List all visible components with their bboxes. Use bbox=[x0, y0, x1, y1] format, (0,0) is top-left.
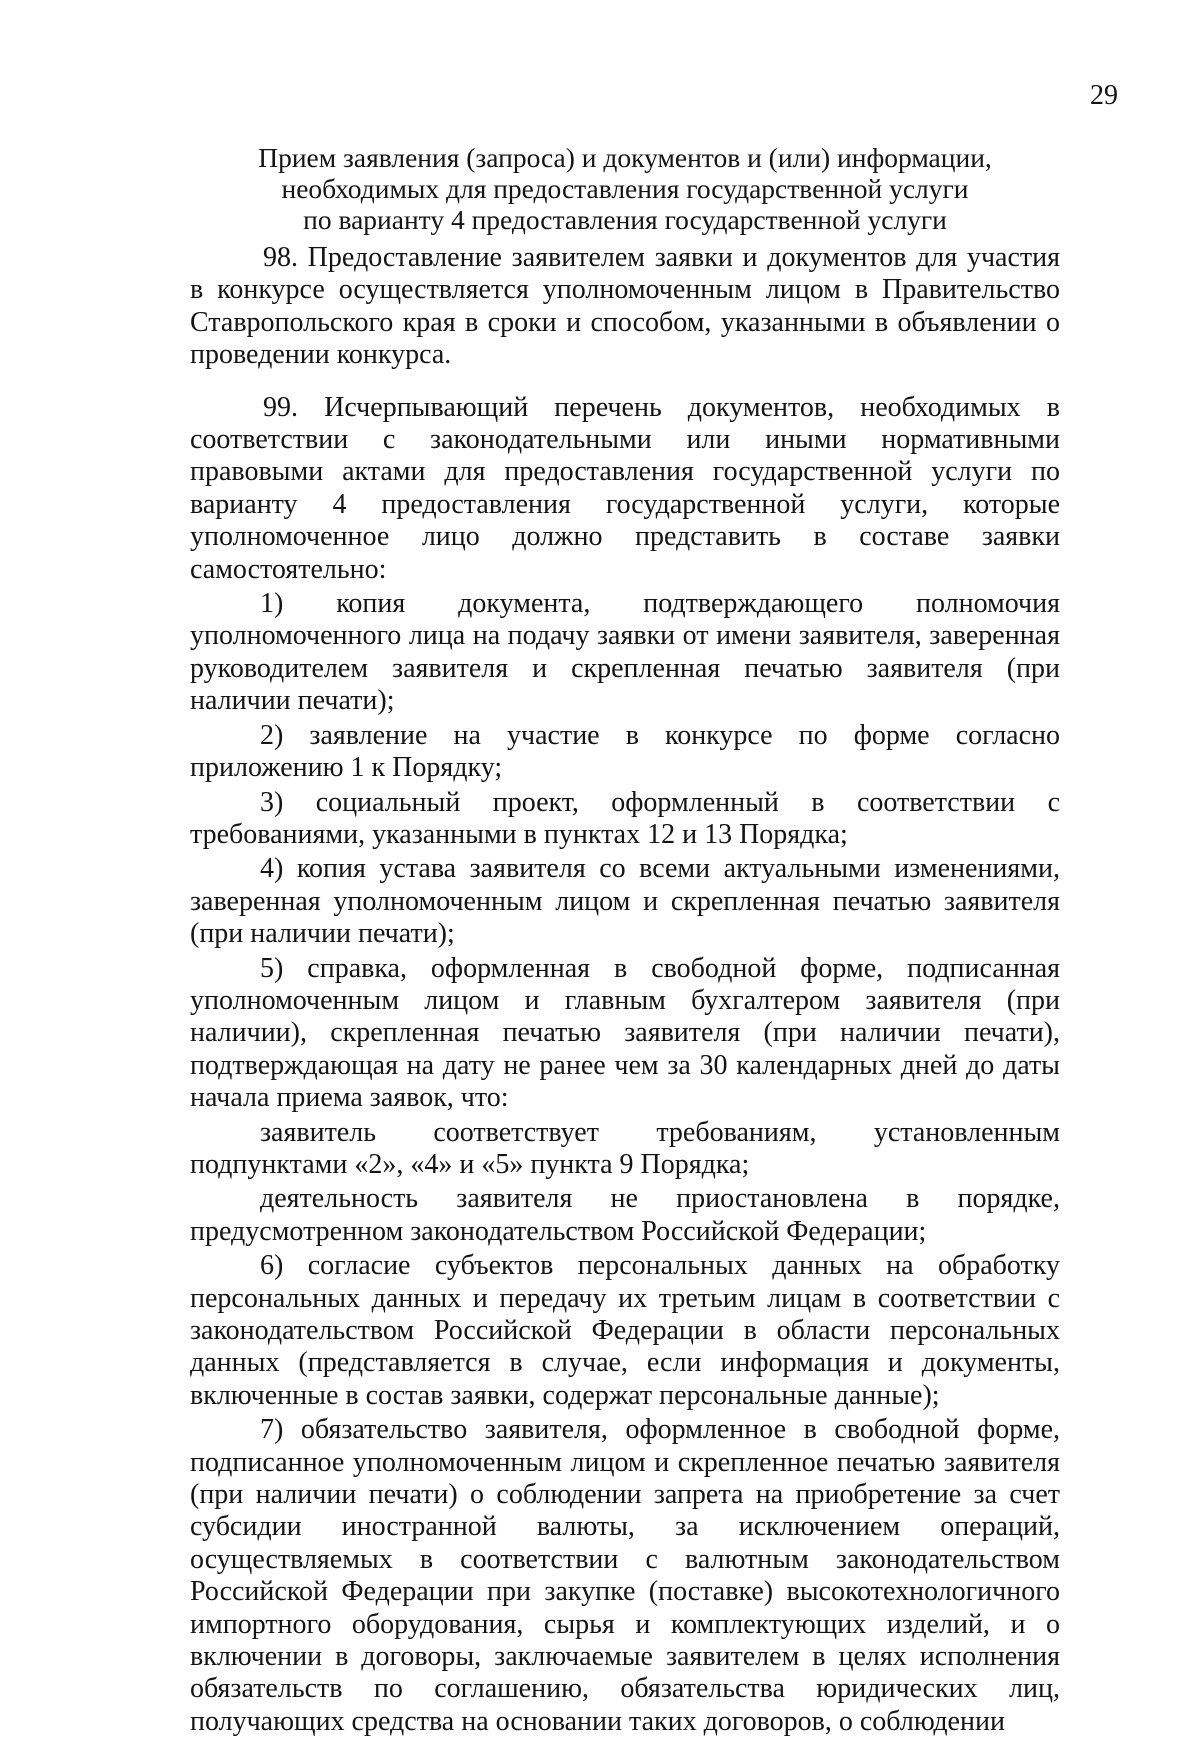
page-number: 29 bbox=[1090, 80, 1118, 111]
list-item-5-condition: заявитель соответствует требованиям, установленным подпунктами «2», «4» и «5» пункта 9 Порядка; bbox=[190, 1116, 1060, 1180]
heading-line: по варианту 4 предоставления государственной услуги bbox=[303, 204, 947, 235]
list-item-5: 5) справка, оформленная в свободной форме, подписанная уполномоченным лицом и главным бухгалтером заявителя (при наличии), скрепленная печатью заявителя (при наличии печати), подтверждающая на дату не ранее чем за 30 календарных дней до даты начала приема заявок, что: bbox=[190, 952, 1060, 1114]
paragraph-98: 98. Предоставление заявителем заявки и документов для участия в конкурсе осуществляется уполномоченным лицом в Правительство Ставропольского края в сроки и способом, указанными в объявлении о проведении конкурса. bbox=[190, 242, 1060, 371]
heading-line: необходимых для предоставления государственной услуги bbox=[281, 173, 969, 204]
list-item-1: 1) копия документа, подтверждающего полномочия уполномоченного лица на подачу заявки от имени заявителя, заверенная руководителем заявителя и скрепленная печатью заявителя (при наличии печати); bbox=[190, 588, 1060, 717]
list-item-2: 2) заявление на участие в конкурсе по форме согласно приложению 1 к Порядку; bbox=[190, 719, 1060, 784]
heading-line: Прием заявления (запроса) и документов и (или) информации, bbox=[258, 142, 992, 173]
list-item-6: 6) согласие субъектов персональных данных на обработку персональных данных и передачу их третьим лицам в соответствии с законодательством Российской Федерации в области персональных данных (представляется в случае, если информация и документы, включенные в состав заявки, содержат персональные данные); bbox=[190, 1250, 1060, 1411]
paragraph-99: 99. Исчерпывающий перечень документов, необходимых в соответствии с законодательными или иными нормативными правовыми актами для предоставления государственной услуги по варианту 4 предоставления государственной услуги, которые уполномоченное лицо должно представить в составе заявки самостоятельно: bbox=[190, 391, 1060, 585]
section-heading bbox=[190, 142, 1060, 235]
document-body bbox=[190, 242, 1060, 1738]
list-item-4: 4) копия устава заявителя со всеми актуальными изменениями, заверенная уполномоченным лицом и скрепленная печатью заявителя (при наличии печати); bbox=[190, 853, 1060, 950]
list-item-7: 7) обязательство заявителя, оформленное в свободной форме, подписанное уполномоченным лицом и скрепленное печатью заявителя (при наличии печати) о соблюдении запрета на приобретение за счет субсидии иностранной валюты, за исключением операций, осуществляемых в соответствии с валютным законодательством Российской Федерации при закупке (поставке) высокотехнологичного импортного оборудования, сырья и комплектующих изделий, и о включении в договоры, заключаемые заявителем в целях исполнения обязательств по соглашению, обязательства юридических лиц, получающих средства на основании таких договоров, о соблюдении bbox=[190, 1414, 1060, 1737]
list-item-3: 3) социальный проект, оформленный в соответствии с требованиями, указанными в пунктах 12 и 13 Порядка; bbox=[190, 786, 1060, 850]
list-item-5-condition: деятельность заявителя не приостановлена в порядке, предусмотренном законодательством Российской Федерации; bbox=[190, 1183, 1060, 1247]
